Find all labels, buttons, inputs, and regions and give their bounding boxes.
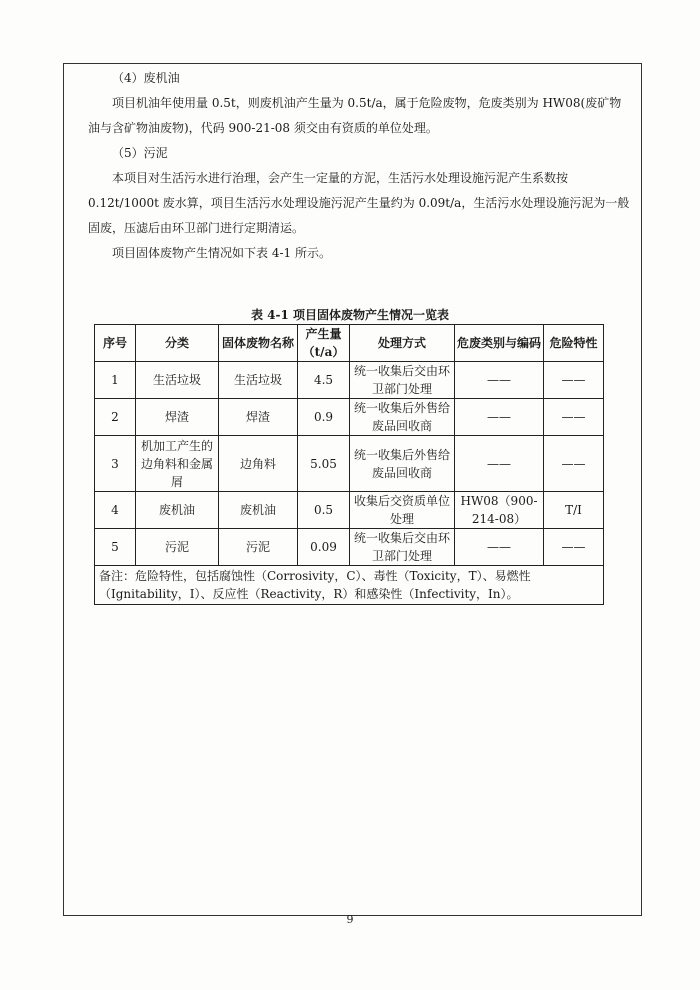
table-cell: 0.5 <box>298 492 350 529</box>
paragraph-waste-oil: 项目机油年使用量 0.5t，则废机油产生量为 0.5t/a，属于危险废物，危废类别为 HW08(废矿物油与含矿物油废物)，代码 900-21-08 须交由有资质的单位处理。 <box>88 96 622 135</box>
paragraph-sludge: 本项目对生活污水进行治理，会产生一定量的方泥，生活污水处理设施污泥产生系数按 0.12t/1000t 废水算，项目生活污水处理设施污泥产生量约为 0.09t/a，生活污水处理设施污泥为一般固废，压滤后由环卫部门进行定期清运。 <box>88 171 630 235</box>
column-header: 固体废物名称 <box>219 325 298 362</box>
table-row <box>95 399 604 436</box>
table-cell: 污泥 <box>136 529 219 566</box>
column-header: 序号 <box>95 325 136 362</box>
table-cell: 统一收集后交由环卫部门处理 <box>350 529 455 566</box>
table-cell: 0.09 <box>298 529 350 566</box>
table-row <box>95 492 604 529</box>
table-cell: 机加工产生的边角料和金属屑 <box>136 436 219 492</box>
table-cell: 生活垃圾 <box>136 362 219 399</box>
table-cell: 统一收集后交由环卫部门处理 <box>350 362 455 399</box>
table-cell: 边角料 <box>219 436 298 492</box>
paragraph-table-intro: 项目固体废物产生情况如下表 4-1 所示。 <box>112 246 331 260</box>
table-cell: 3 <box>95 436 136 492</box>
table-row <box>95 436 604 492</box>
table-cell: —— <box>455 436 544 492</box>
column-header: 危废类别与编码 <box>455 325 544 362</box>
table-caption: 表 4-1 项目固体废物产生情况一览表 <box>250 308 450 322</box>
table-cell: 5 <box>95 529 136 566</box>
table-cell: 生活垃圾 <box>219 362 298 399</box>
table-cell: —— <box>544 362 604 399</box>
column-header: 处理方式 <box>350 325 455 362</box>
column-header: 产生量（t/a） <box>298 325 350 362</box>
table-cell: 2 <box>95 399 136 436</box>
table-cell: 0.9 <box>298 399 350 436</box>
table-cell: HW08（900-214-08） <box>455 492 544 529</box>
table-cell: —— <box>544 436 604 492</box>
section-heading-waste-oil: （4）废机油 <box>112 71 180 85</box>
table-cell: —— <box>544 529 604 566</box>
table-cell: 焊渣 <box>219 399 298 436</box>
table-cell: 废机油 <box>136 492 219 529</box>
table-cell: 收集后交资质单位处理 <box>350 492 455 529</box>
table-cell: 1 <box>95 362 136 399</box>
table-cell: —— <box>455 529 544 566</box>
table-cell: —— <box>544 399 604 436</box>
table-cell: 统一收集后外售给废品回收商 <box>350 436 455 492</box>
table-note-row <box>95 566 604 605</box>
table-cell: 废机油 <box>219 492 298 529</box>
solid-waste-table <box>94 324 604 605</box>
table-note: 备注：危险特性，包括腐蚀性（Corrosivity，C）、毒性（Toxicity，T）、易燃性（Ignitability，I）、反应性（Reactivity，R）和感染性（Infectivity，In）。 <box>95 566 604 605</box>
document-body <box>88 66 633 266</box>
table-cell: 统一收集后外售给废品回收商 <box>350 399 455 436</box>
table-cell: 污泥 <box>219 529 298 566</box>
table-cell: 5.05 <box>298 436 350 492</box>
table-cell: —— <box>455 362 544 399</box>
table-cell: T/I <box>544 492 604 529</box>
section-heading-sludge: （5）污泥 <box>112 146 168 160</box>
table-cell: 焊渣 <box>136 399 219 436</box>
page-number: 9 <box>346 913 354 926</box>
table-header-row <box>95 325 604 362</box>
table-cell: 4 <box>95 492 136 529</box>
table-row <box>95 362 604 399</box>
column-header: 危险特性 <box>544 325 604 362</box>
table-cell: —— <box>455 399 544 436</box>
column-header: 分类 <box>136 325 219 362</box>
table-row <box>95 529 604 566</box>
table-cell: 4.5 <box>298 362 350 399</box>
